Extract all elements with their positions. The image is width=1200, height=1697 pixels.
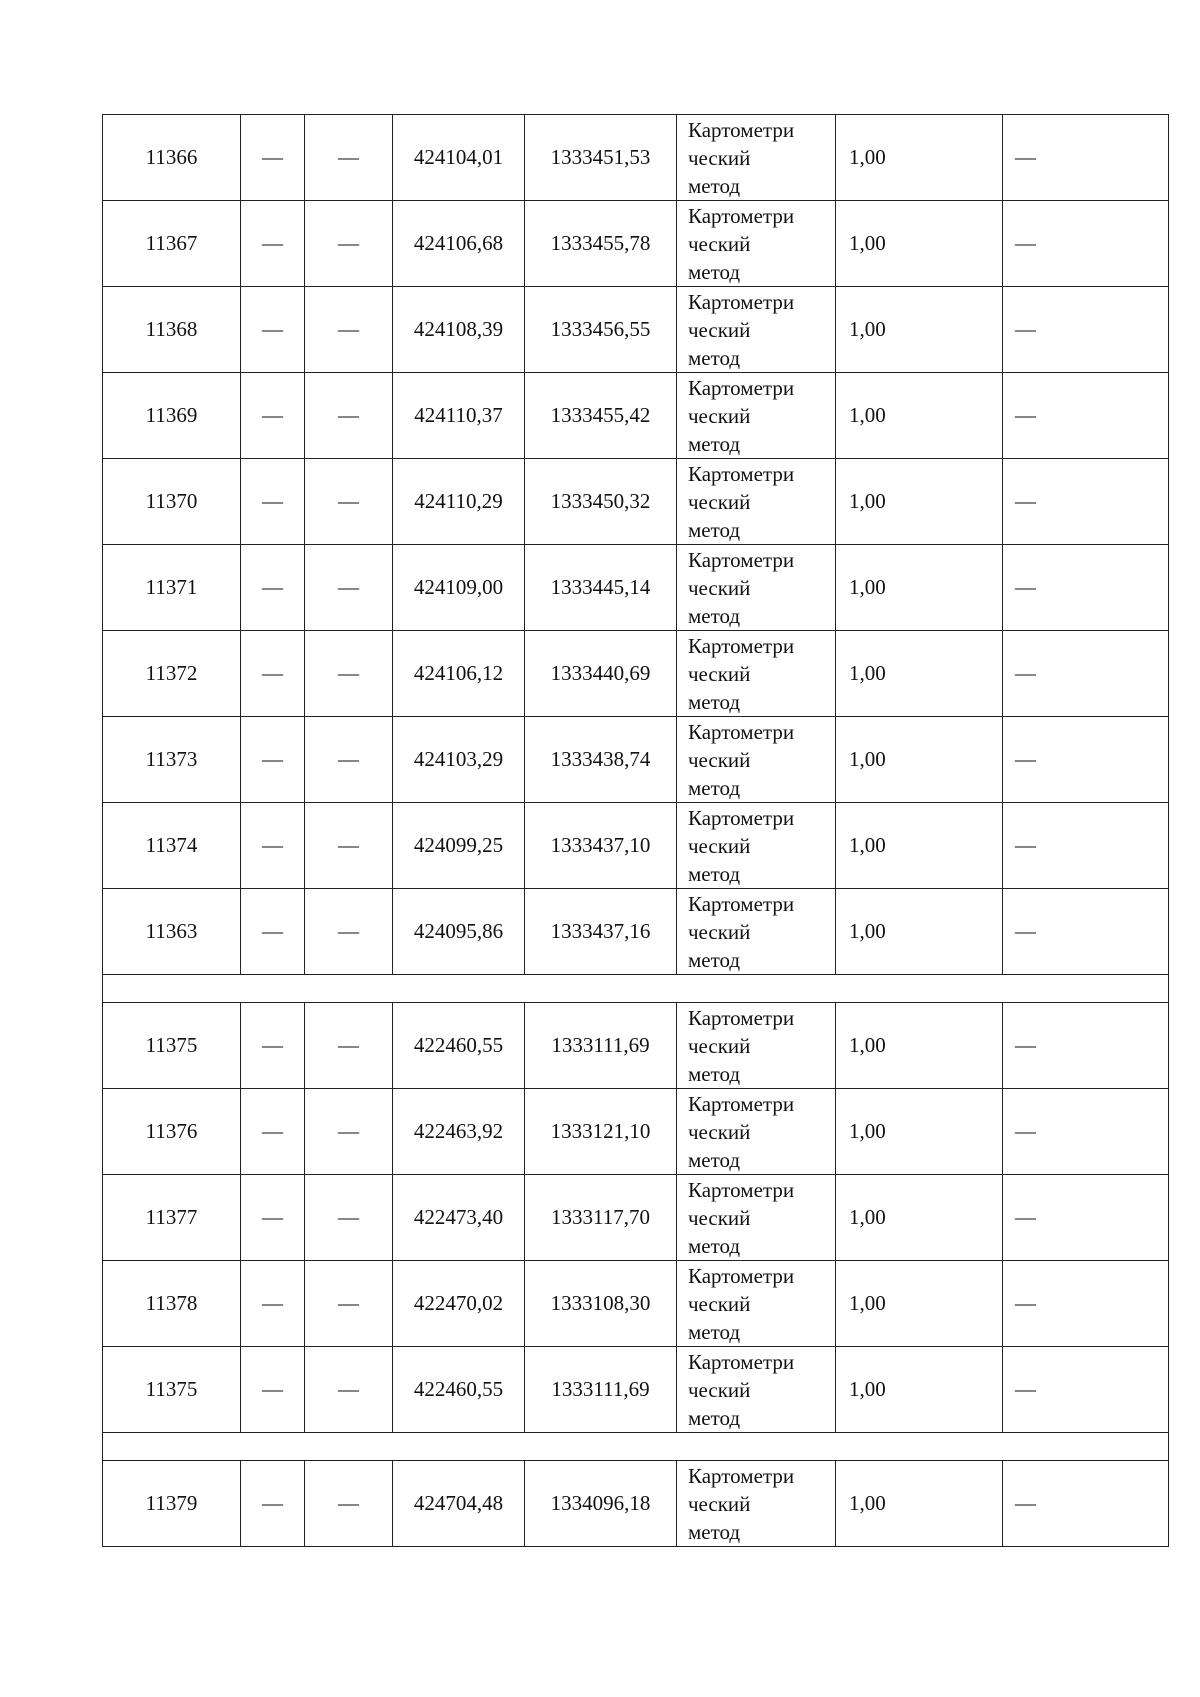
y-coordinate-cell: 1333111,69 [525, 1003, 677, 1089]
y-coordinate-cell: 1333111,69 [525, 1347, 677, 1433]
empty-marker-cell: — [241, 1347, 305, 1433]
empty-marker-cell: — [305, 1003, 393, 1089]
accuracy-cell: 1,00 [836, 373, 1003, 459]
empty-marker-cell: — [305, 1261, 393, 1347]
note-cell: — [1003, 373, 1169, 459]
method-text-line: метод [688, 517, 741, 542]
x-coordinate-cell: 424110,29 [393, 459, 525, 545]
empty-marker-cell: — [305, 459, 393, 545]
table-row [103, 287, 1169, 373]
method-text-line: Картометри [688, 1177, 795, 1202]
x-coordinate-cell: 424108,39 [393, 287, 525, 373]
method-text-line: Картометри [688, 1463, 795, 1488]
accuracy-cell: 1,00 [836, 717, 1003, 803]
point-number-cell: 11375 [103, 1347, 241, 1433]
group-separator-cell [103, 975, 1169, 1003]
x-coordinate-cell: 422470,02 [393, 1261, 525, 1347]
method-text-line: метод [688, 1319, 741, 1344]
method-text-line: метод [688, 431, 741, 456]
x-coordinate-cell: 422460,55 [393, 1347, 525, 1433]
method-text-line: Картометри [688, 117, 795, 142]
table-row [103, 1089, 1169, 1175]
accuracy-cell: 1,00 [836, 1347, 1003, 1433]
empty-marker-cell: — [241, 115, 305, 201]
accuracy-cell: 1,00 [836, 1003, 1003, 1089]
empty-marker-cell: — [241, 1175, 305, 1261]
method-text-line: метод [688, 1233, 741, 1258]
empty-marker-cell: — [241, 373, 305, 459]
point-number-cell: 11368 [103, 287, 241, 373]
method-text-line: ческий [688, 145, 751, 170]
method-text-line: метод [688, 173, 741, 198]
method-text-line: ческий [688, 1377, 751, 1402]
method-cell [677, 459, 836, 545]
y-coordinate-cell: 1334096,18 [525, 1461, 677, 1547]
empty-marker-cell: — [241, 459, 305, 545]
method-text-line: ческий [688, 1491, 751, 1516]
point-number-cell: 11374 [103, 803, 241, 889]
accuracy-cell: 1,00 [836, 115, 1003, 201]
method-text-line: Картометри [688, 547, 795, 572]
table-row [103, 889, 1169, 975]
note-cell: — [1003, 1003, 1169, 1089]
table-row [103, 1175, 1169, 1261]
empty-marker-cell: — [241, 287, 305, 373]
empty-marker-cell: — [305, 115, 393, 201]
method-cell [677, 373, 836, 459]
accuracy-cell: 1,00 [836, 1461, 1003, 1547]
method-text-line: Картометри [688, 1005, 795, 1030]
note-cell: — [1003, 889, 1169, 975]
y-coordinate-cell: 1333437,16 [525, 889, 677, 975]
method-text-line: ческий [688, 1033, 751, 1058]
method-text-line: ческий [688, 231, 751, 256]
table-row [103, 201, 1169, 287]
table-row [103, 803, 1169, 889]
method-cell [677, 1261, 836, 1347]
y-coordinate-cell: 1333440,69 [525, 631, 677, 717]
method-text-line: Картометри [688, 891, 795, 916]
table-row [103, 1003, 1169, 1089]
note-cell: — [1003, 115, 1169, 201]
y-coordinate-cell: 1333108,30 [525, 1261, 677, 1347]
empty-marker-cell: — [241, 1461, 305, 1547]
x-coordinate-cell: 422473,40 [393, 1175, 525, 1261]
method-cell [677, 115, 836, 201]
method-text-line: метод [688, 259, 741, 284]
method-text-line: Картометри [688, 1091, 795, 1116]
empty-marker-cell: — [305, 287, 393, 373]
method-cell [677, 717, 836, 803]
empty-marker-cell: — [241, 1003, 305, 1089]
y-coordinate-cell: 1333451,53 [525, 115, 677, 201]
note-cell: — [1003, 631, 1169, 717]
empty-marker-cell: — [305, 803, 393, 889]
empty-marker-cell: — [305, 889, 393, 975]
accuracy-cell: 1,00 [836, 631, 1003, 717]
method-text-line: метод [688, 861, 741, 886]
note-cell: — [1003, 1461, 1169, 1547]
empty-marker-cell: — [305, 373, 393, 459]
note-cell: — [1003, 1261, 1169, 1347]
empty-marker-cell: — [305, 1461, 393, 1547]
note-cell: — [1003, 201, 1169, 287]
method-cell [677, 287, 836, 373]
accuracy-cell: 1,00 [836, 1175, 1003, 1261]
point-number-cell: 11370 [103, 459, 241, 545]
method-text-line: ческий [688, 1291, 751, 1316]
empty-marker-cell: — [241, 717, 305, 803]
point-number-cell: 11369 [103, 373, 241, 459]
method-cell [677, 201, 836, 287]
method-text-line: метод [688, 1405, 741, 1430]
method-text-line: Картометри [688, 1263, 795, 1288]
x-coordinate-cell: 424106,68 [393, 201, 525, 287]
empty-marker-cell: — [241, 545, 305, 631]
method-text-line: ческий [688, 489, 751, 514]
method-text-line: Картометри [688, 633, 795, 658]
method-cell [677, 1175, 836, 1261]
x-coordinate-cell: 422463,92 [393, 1089, 525, 1175]
method-text-line: ческий [688, 575, 751, 600]
x-coordinate-cell: 424095,86 [393, 889, 525, 975]
method-text-line: метод [688, 1519, 741, 1544]
method-text-line: метод [688, 947, 741, 972]
coordinates-table [102, 114, 1169, 1547]
table-row [103, 459, 1169, 545]
method-cell [677, 1003, 836, 1089]
method-text-line: Картометри [688, 805, 795, 830]
accuracy-cell: 1,00 [836, 1089, 1003, 1175]
y-coordinate-cell: 1333121,10 [525, 1089, 677, 1175]
note-cell: — [1003, 803, 1169, 889]
method-text-line: Картометри [688, 461, 795, 486]
method-text-line: ческий [688, 403, 751, 428]
accuracy-cell: 1,00 [836, 201, 1003, 287]
group-separator-row [103, 1433, 1169, 1461]
x-coordinate-cell: 424110,37 [393, 373, 525, 459]
empty-marker-cell: — [241, 1089, 305, 1175]
method-text-line: ческий [688, 919, 751, 944]
x-coordinate-cell: 424099,25 [393, 803, 525, 889]
table-row [103, 373, 1169, 459]
point-number-cell: 11379 [103, 1461, 241, 1547]
method-text-line: метод [688, 1147, 741, 1172]
method-cell [677, 1347, 836, 1433]
note-cell: — [1003, 287, 1169, 373]
point-number-cell: 11373 [103, 717, 241, 803]
empty-marker-cell: — [305, 201, 393, 287]
method-text-line: Картометри [688, 1349, 795, 1374]
point-number-cell: 11363 [103, 889, 241, 975]
method-text-line: Картометри [688, 719, 795, 744]
x-coordinate-cell: 424109,00 [393, 545, 525, 631]
note-cell: — [1003, 717, 1169, 803]
point-number-cell: 11366 [103, 115, 241, 201]
method-cell [677, 889, 836, 975]
method-cell [677, 1461, 836, 1547]
empty-marker-cell: — [305, 1175, 393, 1261]
group-separator-cell [103, 1433, 1169, 1461]
accuracy-cell: 1,00 [836, 545, 1003, 631]
y-coordinate-cell: 1333450,32 [525, 459, 677, 545]
point-number-cell: 11371 [103, 545, 241, 631]
table-row [103, 1261, 1169, 1347]
y-coordinate-cell: 1333445,14 [525, 545, 677, 631]
point-number-cell: 11372 [103, 631, 241, 717]
method-cell [677, 1089, 836, 1175]
x-coordinate-cell: 424704,48 [393, 1461, 525, 1547]
method-text-line: ческий [688, 1205, 751, 1230]
y-coordinate-cell: 1333455,78 [525, 201, 677, 287]
table-row [103, 1461, 1169, 1547]
empty-marker-cell: — [241, 201, 305, 287]
empty-marker-cell: — [305, 1347, 393, 1433]
empty-marker-cell: — [305, 545, 393, 631]
method-text-line: ческий [688, 833, 751, 858]
x-coordinate-cell: 422460,55 [393, 1003, 525, 1089]
y-coordinate-cell: 1333456,55 [525, 287, 677, 373]
point-number-cell: 11375 [103, 1003, 241, 1089]
point-number-cell: 11378 [103, 1261, 241, 1347]
method-text-line: ческий [688, 1119, 751, 1144]
method-text-line: метод [688, 1061, 741, 1086]
note-cell: — [1003, 545, 1169, 631]
method-text-line: метод [688, 689, 741, 714]
method-text-line: метод [688, 603, 741, 628]
note-cell: — [1003, 1347, 1169, 1433]
y-coordinate-cell: 1333455,42 [525, 373, 677, 459]
method-text-line: Картометри [688, 203, 795, 228]
method-text-line: Картометри [688, 375, 795, 400]
y-coordinate-cell: 1333437,10 [525, 803, 677, 889]
table-body [103, 115, 1169, 1547]
method-text-line: ческий [688, 317, 751, 342]
empty-marker-cell: — [305, 1089, 393, 1175]
note-cell: — [1003, 1089, 1169, 1175]
method-text-line: метод [688, 775, 741, 800]
empty-marker-cell: — [241, 631, 305, 717]
y-coordinate-cell: 1333117,70 [525, 1175, 677, 1261]
accuracy-cell: 1,00 [836, 1261, 1003, 1347]
accuracy-cell: 1,00 [836, 459, 1003, 545]
table-row [103, 631, 1169, 717]
method-text-line: ческий [688, 661, 751, 686]
accuracy-cell: 1,00 [836, 803, 1003, 889]
empty-marker-cell: — [241, 1261, 305, 1347]
point-number-cell: 11376 [103, 1089, 241, 1175]
table-row [103, 545, 1169, 631]
x-coordinate-cell: 424103,29 [393, 717, 525, 803]
empty-marker-cell: — [241, 803, 305, 889]
group-separator-row [103, 975, 1169, 1003]
x-coordinate-cell: 424104,01 [393, 115, 525, 201]
accuracy-cell: 1,00 [836, 287, 1003, 373]
point-number-cell: 11377 [103, 1175, 241, 1261]
point-number-cell: 11367 [103, 201, 241, 287]
empty-marker-cell: — [305, 717, 393, 803]
y-coordinate-cell: 1333438,74 [525, 717, 677, 803]
note-cell: — [1003, 1175, 1169, 1261]
table-row [103, 1347, 1169, 1433]
method-cell [677, 545, 836, 631]
accuracy-cell: 1,00 [836, 889, 1003, 975]
method-text-line: ческий [688, 747, 751, 772]
note-cell: — [1003, 459, 1169, 545]
method-text-line: метод [688, 345, 741, 370]
method-cell [677, 803, 836, 889]
method-cell [677, 631, 836, 717]
x-coordinate-cell: 424106,12 [393, 631, 525, 717]
empty-marker-cell: — [241, 889, 305, 975]
method-text-line: Картометри [688, 289, 795, 314]
empty-marker-cell: — [305, 631, 393, 717]
table-row [103, 717, 1169, 803]
table-row [103, 115, 1169, 201]
